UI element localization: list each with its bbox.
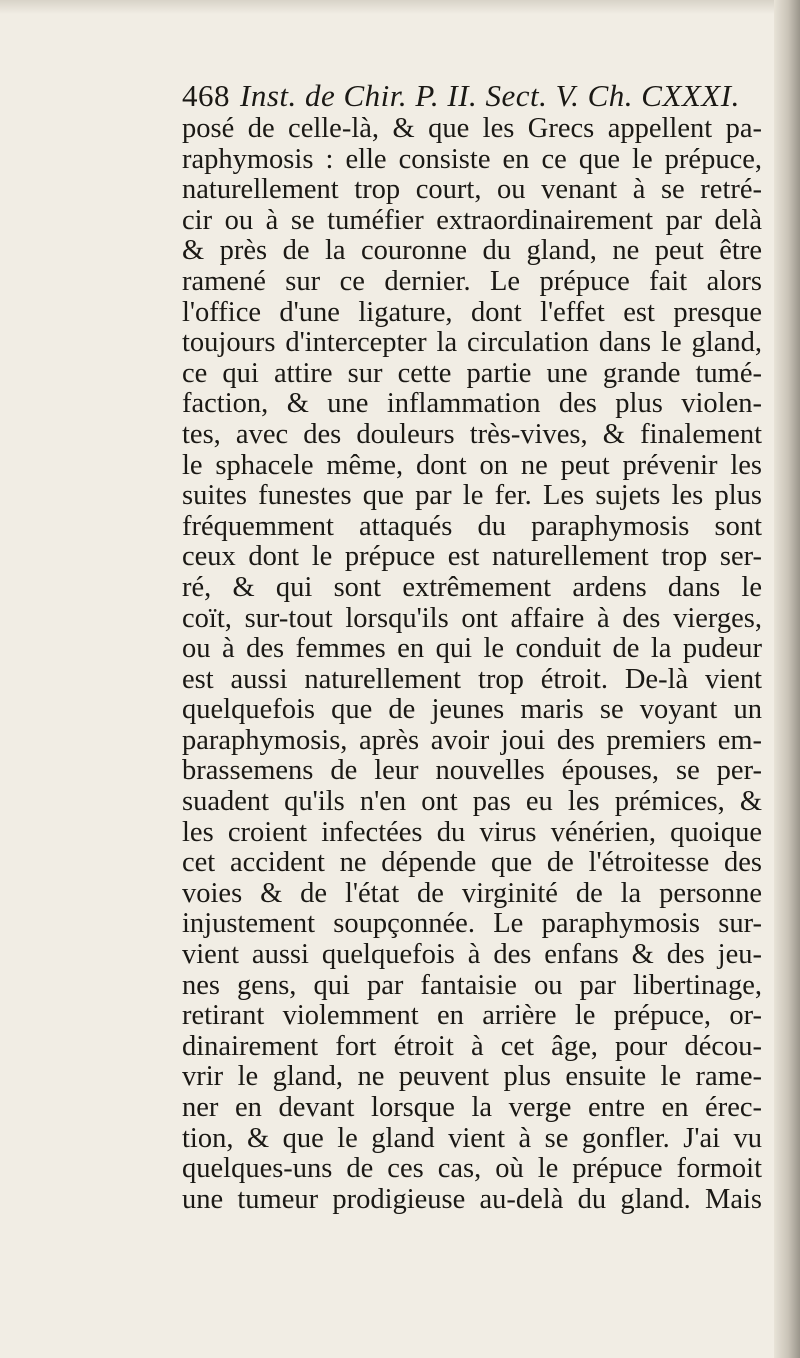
text-line: l'office d'une ligature, dont l'effet est presque	[182, 297, 762, 328]
text-line: brassemens de leur nouvelles épouses, se per-	[182, 756, 762, 787]
running-head	[182, 78, 762, 114]
text-line: fréquemment attaqués du paraphymosis sont	[182, 511, 762, 542]
text-line: tes, avec des douleurs très-vives, & finalement	[182, 419, 762, 450]
text-line: une tumeur prodigieuse au-delà du gland. Mais	[182, 1184, 762, 1215]
text-line: voies & de l'état de virginité de la personne	[182, 878, 762, 909]
text-line: raphymosis : elle consiste en ce que le prépuce,	[182, 144, 762, 175]
text-line: ner en devant lorsque la verge entre en érec-	[182, 1093, 762, 1123]
text-line: paraphymosis, après avoir joui des premiers em-	[182, 725, 762, 756]
text-line: suites funestes que par le fer. Les sujets les plus	[182, 481, 762, 512]
text-line: naturellement trop court, ou venant à se retré-	[182, 175, 762, 206]
page-number: 468	[182, 78, 230, 113]
page-gutter-edge	[774, 0, 800, 1358]
text-line: vient aussi quelquefois à des enfans & des jeu-	[182, 940, 762, 971]
text-line: quelquefois que de jeunes maris se voyant un	[182, 695, 762, 726]
page-text-block	[182, 78, 762, 1215]
text-line: quelques-uns de ces cas, où le prépuce formoit	[182, 1154, 762, 1185]
text-line: le sphacele même, dont on ne peut prévenir les	[182, 450, 762, 481]
body-text	[182, 114, 762, 1215]
text-line: les croient infectées du virus vénérien, quoique	[182, 817, 762, 848]
text-line: ré, & qui sont extrêmement ardens dans le	[182, 572, 762, 603]
running-head-title: Inst. de Chir. P. II. Sect. V. Ch. CXXXI.	[240, 78, 740, 113]
text-line: toujours d'intercepter la circulation dans le gland,	[182, 328, 762, 359]
text-line: tion, & que le gland vient à se gonfler. J'ai vu	[182, 1123, 762, 1154]
text-line: dinairement fort étroit à cet âge, pour décou-	[182, 1031, 762, 1062]
text-line: vrir le gland, ne peuvent plus ensuite le rame-	[182, 1062, 762, 1093]
text-line: coït, sur-tout lorsqu'ils ont affaire à des vierges,	[182, 603, 762, 634]
text-line: est aussi naturellement trop étroit. De-là vient	[182, 664, 762, 695]
text-line: ce qui attire sur cette partie une grande tumé-	[182, 358, 762, 389]
text-line: ou à des femmes en qui le conduit de la pudeur	[182, 634, 762, 665]
text-line: nes gens, qui par fantaisie ou par libertinage,	[182, 970, 762, 1001]
text-line: retirant violemment en arrière le prépuce, or-	[182, 1001, 762, 1032]
text-line: faction, & une inflammation des plus violen-	[182, 389, 762, 420]
text-line: cet accident ne dépende que de l'étroitesse des	[182, 848, 762, 879]
text-line: injustement soupçonnée. Le paraphymosis sur-	[182, 909, 762, 940]
text-line: cir ou à se tuméfier extraordinairement par delà	[182, 205, 762, 236]
text-line: suadent qu'ils n'en ont pas eu les prémices, &	[182, 787, 762, 818]
text-line: ramené sur ce dernier. Le prépuce fait alors	[182, 266, 762, 297]
page-top-shadow	[0, 0, 800, 14]
text-line: posé de celle-là, & que les Grecs appellent pa-	[182, 114, 762, 144]
text-line: ceux dont le prépuce est naturellement trop ser-	[182, 542, 762, 573]
text-line: & près de la couronne du gland, ne peut être	[182, 236, 762, 267]
